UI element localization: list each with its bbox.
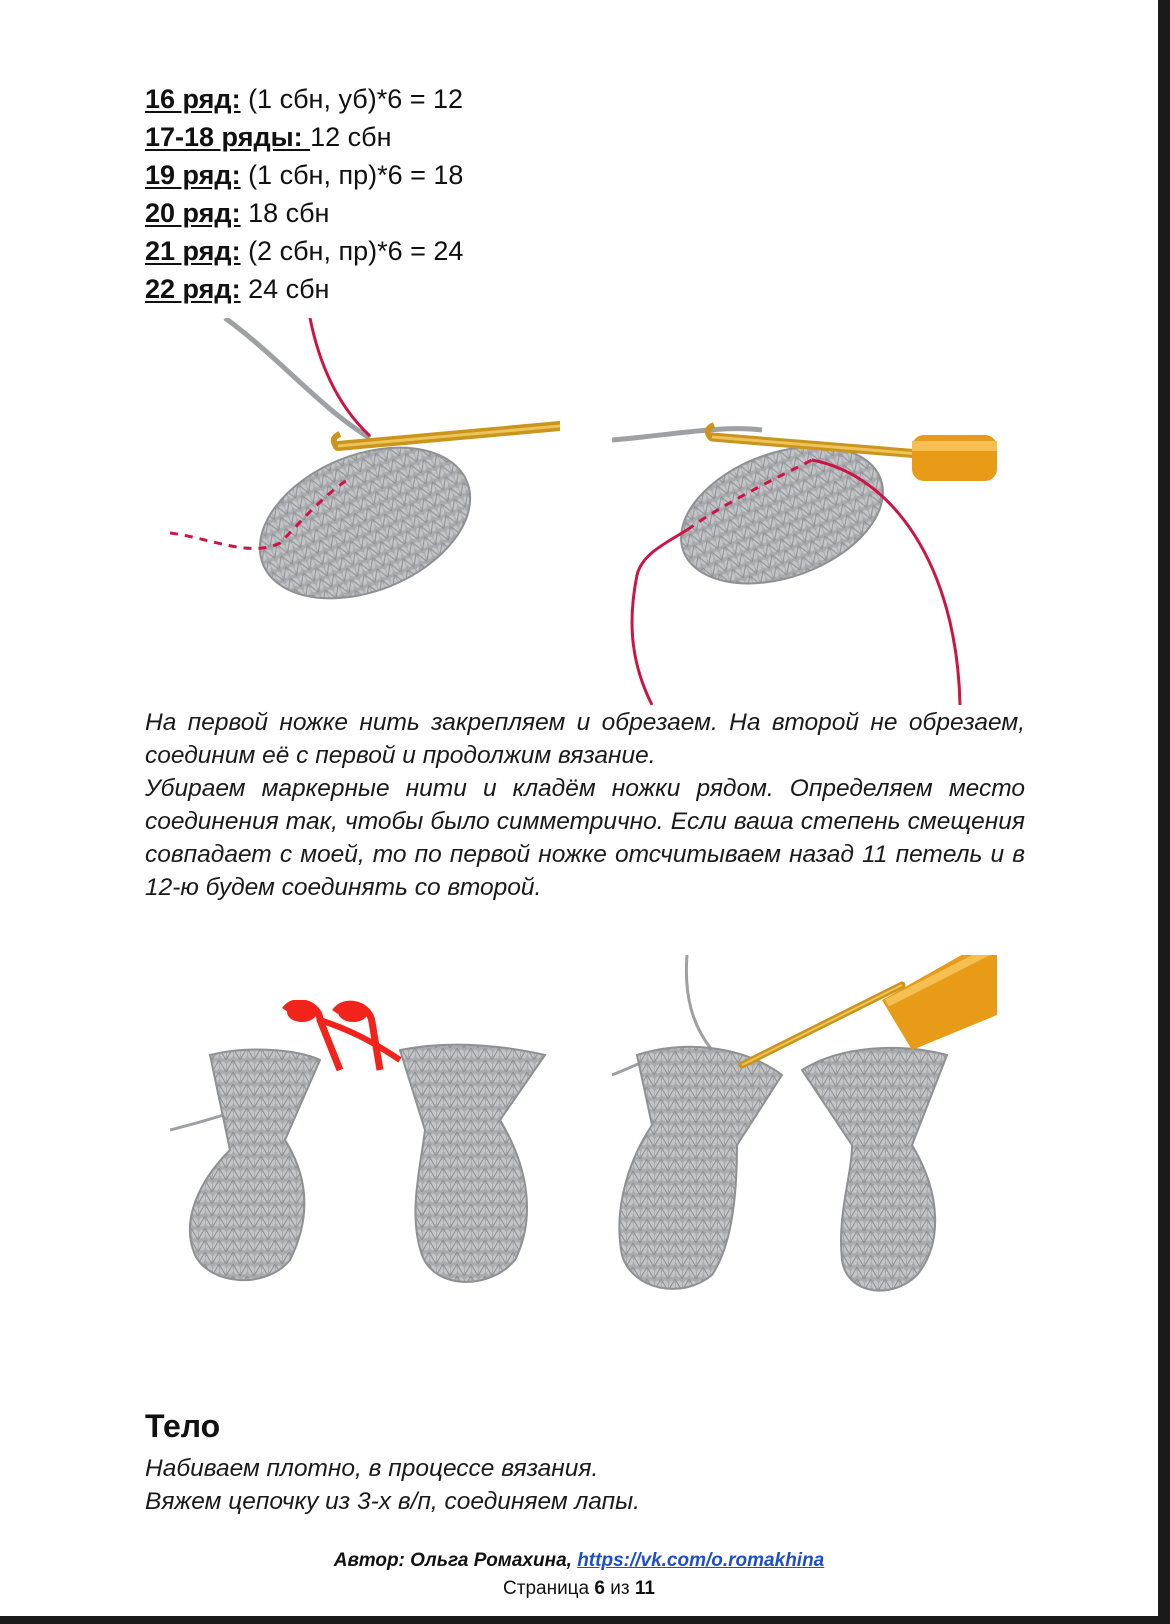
author-link[interactable]: https://vk.com/o.romakhina (577, 1550, 825, 1571)
row-text: 12 сбн (310, 122, 392, 152)
row-text: 24 сбн (240, 274, 330, 304)
section-title: Тело (145, 1408, 221, 1444)
paragraph-2: Убираем маркерные нити и кладём ножки рядом. Определяем место соединения так, чтобы было симметрично. Если ваша степень смещения совпадает с моей, то по первой ножке отсчитываем назад 11 петель и в 12-ю будем соединять со второй. (145, 775, 1025, 901)
row-17-18 (145, 118, 463, 156)
row-text: (2 сбн, пр)*6 = 24 (240, 236, 464, 266)
paragraph-1: На первой ножке нить закрепляем и обрезаем. На второй не обрезаем, соединим её с первой и продолжим вязание. (145, 709, 1025, 769)
row-text: (1 сбн, пр)*6 = 18 (240, 160, 464, 190)
row-label: 16 ряд: (145, 84, 241, 114)
section-body (145, 1452, 640, 1518)
row-20 (145, 194, 463, 232)
row-text: (1 сбн, уб)*6 = 12 (240, 84, 464, 114)
footer-page-number (0, 1578, 1158, 1600)
section-line-2: Вяжем цепочку из 3-х в/п, соединяем лапы. (145, 1488, 640, 1515)
row-16 (145, 80, 463, 118)
row-label: 22 ряд: (145, 274, 241, 304)
row-label: 17-18 ряды: (145, 122, 311, 152)
row-label: 21 ряд: (145, 236, 241, 266)
page-current: 6 (594, 1578, 605, 1599)
row-21 (145, 232, 463, 270)
page-of: из (605, 1578, 635, 1599)
instruction-paragraph (145, 706, 1025, 904)
row-label: 20 ряд: (145, 198, 241, 228)
footer-author (0, 1550, 1158, 1572)
row-19 (145, 156, 463, 194)
photo-legs-joined (612, 955, 997, 1300)
page-word: Страница (503, 1578, 595, 1599)
row-instructions (145, 80, 463, 308)
page-total: 11 (634, 1578, 655, 1599)
row-text: 18 сбн (240, 198, 330, 228)
photo-leg-marker-1 (170, 318, 560, 618)
author-label: Автор: Ольга Ромахина, (333, 1550, 578, 1571)
row-22 (145, 270, 463, 308)
photo-leg-marker-2 (612, 405, 997, 705)
section-line-1: Набиваем плотно, в процессе вязания. (145, 1455, 599, 1482)
photo-two-legs-markers (170, 1000, 560, 1300)
row-label: 19 ряд: (145, 160, 241, 190)
